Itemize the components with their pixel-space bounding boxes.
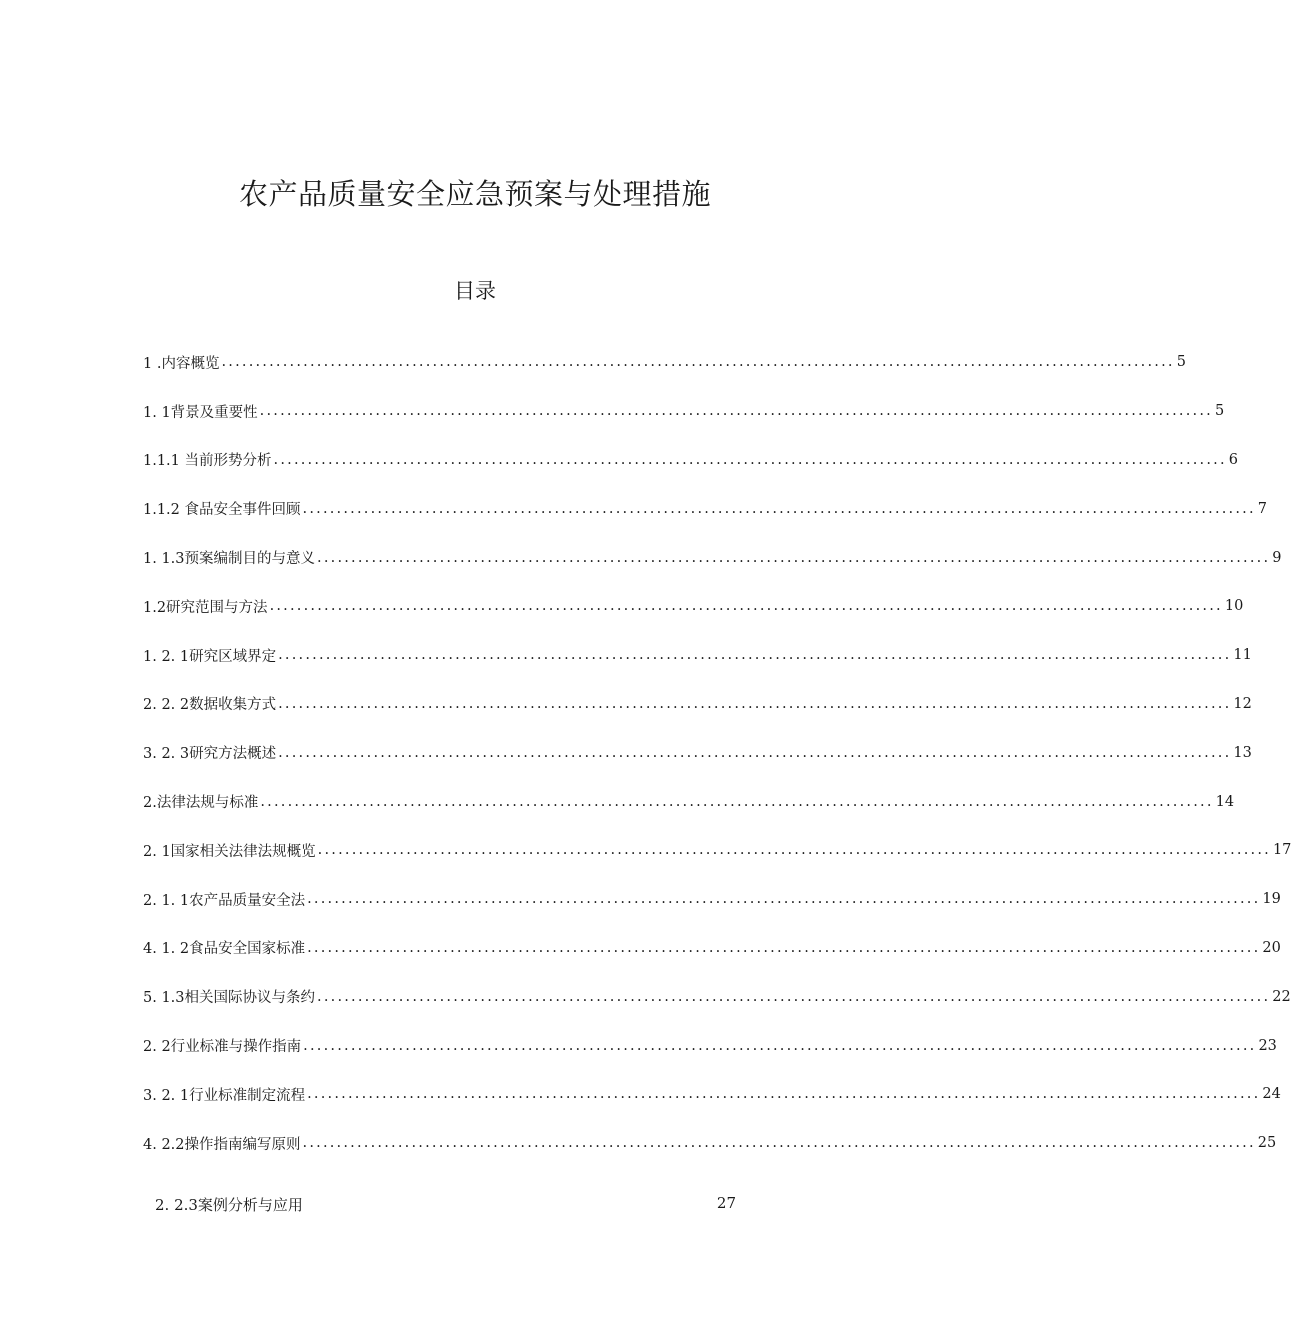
toc-entry[interactable]	[143, 1070, 1281, 1119]
toc-entry[interactable]	[143, 826, 1291, 875]
toc-entry[interactable]	[143, 924, 1281, 973]
toc-entry[interactable]	[143, 875, 1281, 924]
toc-entry-label: 2. 1. 1农产品质量安全法	[143, 892, 306, 909]
toc-entry[interactable]	[143, 582, 1244, 631]
toc-entry-label: 4. 2.2操作指南编写原则	[143, 1136, 301, 1153]
toc-entry[interactable]	[143, 680, 1252, 729]
toc-entry-label: 1.1.2 食品安全事件回顾	[143, 502, 301, 519]
toc-dot-leader: ............................................................................................................................................	[317, 842, 1271, 859]
toc-dot-leader: ............................................................................................................................................	[269, 598, 1223, 615]
toc-entry[interactable]	[143, 533, 1282, 582]
toc-entry-page: 20	[1262, 939, 1281, 956]
toc-entry-page: 5	[1176, 354, 1186, 371]
toc-entry-page: 11	[1233, 647, 1252, 664]
toc-entry-label: 2. 2. 2数据收集方式	[143, 697, 277, 714]
toc-entry-page: 12	[1233, 695, 1252, 712]
toc-entry[interactable]	[143, 338, 1186, 387]
toc-dot-leader: ............................................................................................................................................	[278, 695, 1232, 712]
toc-entry-page: 22	[1272, 988, 1291, 1005]
toc-entry-page: 7	[1257, 500, 1268, 517]
toc-entry-page: 9	[1272, 549, 1282, 566]
toc-entry[interactable]	[143, 387, 1225, 436]
toc-dot-leader: ............................................................................................................................................	[278, 744, 1232, 761]
toc-entry-page: 23	[1258, 1037, 1277, 1054]
toc-entry-label: 5. 1.3相关国际协议与条约	[143, 990, 316, 1007]
toc-entry-page: 25	[1257, 1135, 1277, 1152]
toc-entry-page: 5	[1214, 403, 1225, 420]
toc-entry-label: 2. 1国家相关法律法规概览	[143, 843, 316, 860]
toc-entry[interactable]	[143, 972, 1291, 1021]
toc-dot-leader: ............................................................................................................................................	[317, 988, 1271, 1005]
toc-entry-page: 27	[716, 1194, 736, 1212]
toc-dot-leader: ............................................................................................................................................	[317, 549, 1271, 566]
toc-entry-label: 2. 2行业标准与操作指南	[143, 1039, 302, 1056]
toc-entry-page: 13	[1233, 744, 1252, 761]
toc-dot-leader: ............................................................................................................................................	[307, 1086, 1261, 1103]
toc-entry-page: 17	[1272, 842, 1291, 859]
toc-entry[interactable]	[143, 436, 1239, 485]
toc-entry-label: 2.法律法规与标准	[143, 795, 259, 812]
toc-entry[interactable]	[143, 728, 1252, 777]
toc-dot-leader: ............................................................................................................................................	[303, 1037, 1257, 1054]
toc-entry-label: 1. 1.3预案编制目的与意义	[143, 551, 316, 568]
toc-entry-page: 24	[1262, 1086, 1281, 1103]
toc-entry-label: 3. 2. 3研究方法概述	[143, 746, 277, 763]
toc-entry-last[interactable]	[155, 1194, 736, 1215]
toc-dot-leader: ............................................................................................................................................	[307, 939, 1261, 956]
toc-dot-leader: ............................................................................................................................................	[273, 451, 1227, 468]
toc-dot-leader: ............................................................................................................................................	[259, 403, 1213, 420]
toc-entry-page: 14	[1215, 793, 1235, 810]
toc-entry-page: 19	[1262, 891, 1281, 908]
toc-dot-leader: ............................................................................................................................................	[302, 1135, 1256, 1152]
toc-entry-label: 4. 1. 2食品安全国家标准	[143, 941, 306, 958]
toc-heading: 目录	[454, 279, 496, 303]
toc-entry-label: 2. 2.3案例分析与应用	[155, 1196, 303, 1214]
toc-entry[interactable]	[143, 484, 1268, 533]
toc-entry[interactable]	[143, 631, 1252, 680]
toc-dot-leader: ............................................................................................................................................	[278, 647, 1232, 664]
toc-entry-label: 1. 1背景及重要性	[143, 404, 258, 421]
toc-entry-label: 1. 2. 1研究区域界定	[143, 648, 277, 665]
toc-entry[interactable]	[143, 1119, 1277, 1168]
table-of-contents	[143, 338, 1291, 1168]
toc-dot-leader: ............................................................................................................................................	[307, 891, 1261, 908]
toc-entry-page: 6	[1228, 451, 1239, 468]
toc-dot-leader: ............................................................................................................................................	[260, 793, 1214, 810]
document-title: 农产品质量安全应急预案与处理措施	[238, 177, 711, 211]
toc-entry-label: 1 .内容概览	[143, 355, 220, 372]
toc-entry-label: 1.1.1 当前形势分析	[143, 453, 272, 470]
toc-entry-label: 1.2研究范围与方法	[143, 599, 268, 616]
toc-dot-leader: ............................................................................................................................................	[221, 354, 1175, 371]
toc-entry[interactable]	[143, 777, 1235, 826]
toc-dot-leader: ............................................................................................................................................	[302, 500, 1256, 517]
toc-entry-label: 3. 2. 1行业标准制定流程	[143, 1087, 306, 1104]
toc-entry-page: 10	[1224, 598, 1244, 615]
toc-entry[interactable]	[143, 1021, 1277, 1070]
